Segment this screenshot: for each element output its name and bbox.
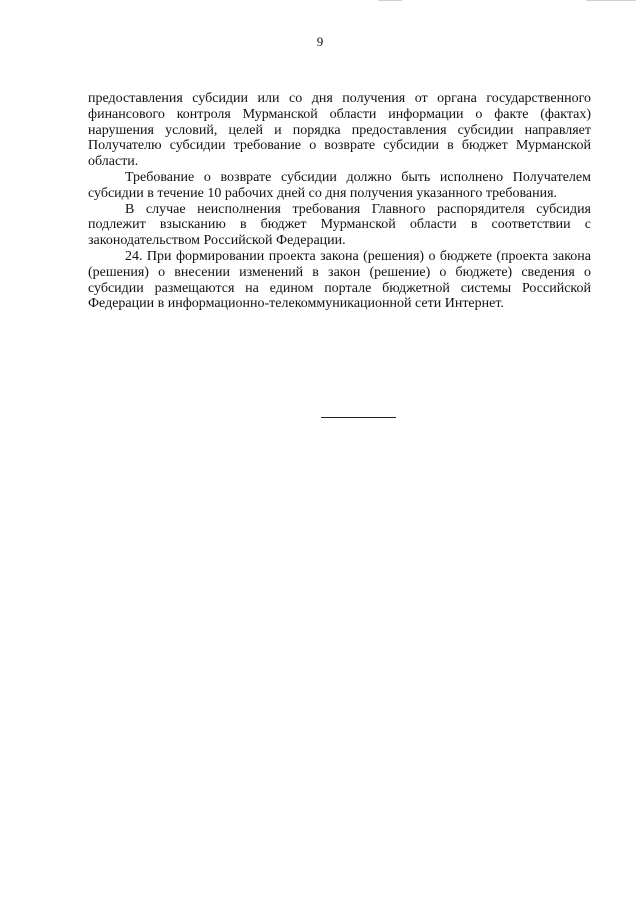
- page-number: 9: [316, 34, 324, 49]
- paragraph-item-24: 24. При формировании проекта закона (решения) о бюджете (проекта закона (решения) о внесении изменений в закон (решение) о бюджете) сведения о субсидии размещаются на едином портале бюджетной системы Российской Федерации в информационно-телекоммуникационной сети Интернет.: [88, 248, 591, 312]
- end-of-document-rule: [321, 417, 396, 418]
- paragraph-recovery: В случае неисполнения требования Главного распорядителя субсидия подлежит взысканию в бюджет Мурманской области в соответствии с законодательством Российской Федерации.: [88, 201, 591, 249]
- paragraph-refund-deadline: Требование о возврате субсидии должно быть исполнено Получателем субсидии в течение 10 рабочих дней со дня получения указанного требования.: [88, 169, 591, 201]
- paragraph-continued: предоставления субсидии или со дня получения от органа государственного финансового контроля Мурманской области информации о факте (фактах) нарушения условий, целей и порядка предоставления субсидии направляет Получателю субсидии требование о возврате субсидии в бюджет Мурманской области.: [88, 91, 591, 170]
- scan-edge-mark: [586, 0, 636, 1]
- document-body: [88, 91, 591, 312]
- scan-edge-mark: [378, 0, 402, 1]
